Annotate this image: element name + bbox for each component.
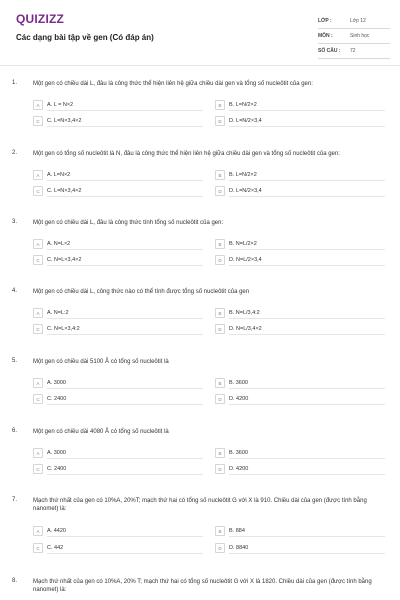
question-number: 7. [12, 497, 18, 503]
option-underline [229, 180, 385, 181]
question-item [0, 219, 400, 289]
option-underline [229, 318, 385, 319]
option-underline [229, 126, 385, 127]
option-underline [229, 388, 385, 389]
option-letter-box[interactable]: C [33, 324, 43, 334]
option-letter-box[interactable]: A [33, 526, 43, 536]
option-text: D. 4200 [229, 396, 249, 402]
option-text: B. N=L/3,4:2 [229, 310, 260, 316]
answer-option-c[interactable] [33, 464, 66, 474]
option-letter-box[interactable]: B [215, 378, 225, 388]
option-underline [47, 388, 203, 389]
option-text: A. N=L:2 [47, 310, 69, 316]
answer-option-b[interactable] [215, 526, 245, 536]
option-text: B. 3600 [229, 450, 248, 456]
meta-row-class [318, 14, 390, 29]
option-letter-box[interactable]: A [33, 448, 43, 458]
option-text: A. L=N×2 [47, 172, 71, 178]
worksheet-title: Các dạng bài tập về gen (Có đáp án) [16, 33, 154, 42]
option-letter-box[interactable]: C [33, 394, 43, 404]
answer-option-c[interactable] [33, 394, 66, 404]
option-text: A. 3000 [47, 450, 66, 456]
option-letter-box[interactable]: A [33, 308, 43, 318]
option-text: C. N=L×3,4×2 [47, 257, 82, 263]
option-text: C. L=N×3,4×2 [47, 118, 82, 124]
answer-option-a[interactable] [33, 100, 73, 110]
answer-option-d[interactable] [215, 394, 248, 404]
option-text: A. 4420 [47, 528, 66, 534]
question-number: 4. [12, 288, 18, 294]
option-letter-box[interactable]: B [215, 170, 225, 180]
answer-option-c[interactable] [33, 255, 81, 265]
answer-option-c[interactable] [33, 324, 80, 334]
question-item [0, 578, 400, 600]
answer-option-d[interactable] [215, 543, 248, 553]
question-item [0, 428, 400, 498]
answer-option-d[interactable] [215, 116, 262, 126]
answer-option-a[interactable] [33, 170, 70, 180]
answer-option-d[interactable] [215, 255, 262, 265]
answer-option-b[interactable] [215, 308, 260, 318]
option-letter-box[interactable]: D [215, 255, 225, 265]
answer-option-a[interactable] [33, 448, 66, 458]
option-letter-box[interactable]: C [33, 186, 43, 196]
option-letter-box[interactable]: D [215, 186, 225, 196]
question-item [0, 288, 400, 358]
question-number: 1. [12, 80, 18, 86]
option-text: B. 3600 [229, 380, 248, 386]
option-text: C. 2400 [47, 396, 67, 402]
answer-option-d[interactable] [215, 186, 262, 196]
meta-row-subject [318, 29, 390, 44]
option-underline [229, 334, 385, 335]
option-underline [229, 265, 385, 266]
quizizz-logo: QUIZIZZ [16, 12, 65, 26]
question-item [0, 358, 400, 428]
answer-option-d[interactable] [215, 324, 262, 334]
option-letter-box[interactable]: A [33, 100, 43, 110]
option-underline [47, 334, 203, 335]
answer-option-a[interactable] [33, 526, 66, 536]
option-letter-box[interactable]: A [33, 378, 43, 388]
answer-option-b[interactable] [215, 100, 257, 110]
option-underline [47, 474, 203, 475]
question-number: 8. [12, 578, 18, 584]
option-underline [47, 458, 203, 459]
option-letter-box[interactable]: D [215, 116, 225, 126]
answer-option-c[interactable] [33, 543, 63, 553]
option-text: B. L=N/2×2 [229, 172, 257, 178]
option-underline [47, 180, 203, 181]
answer-option-c[interactable] [33, 116, 81, 126]
question-text: Mạch thứ nhất của gen có 10%A, 20%T; mạch thứ hai có tổng số nucleôtit G với X là 910. Chiều dài của gen (được tính bằng nanomet) là: [33, 498, 367, 512]
answer-option-c[interactable] [33, 186, 81, 196]
question-text: Một gen có chiều dài L, đâu là công thức thể hiện liên hệ giữa chiều dài gen và tổng số nucleôtit của gen: [33, 81, 313, 87]
option-letter-box[interactable]: B [215, 239, 225, 249]
answer-option-b[interactable] [215, 170, 257, 180]
option-underline [47, 249, 203, 250]
option-text: A. N=L×2 [47, 241, 71, 247]
meta-value: Sinh học [350, 33, 370, 39]
meta-row-question-count [318, 44, 390, 59]
option-text: B. L=N/2×2 [229, 102, 257, 108]
question-text: Một gen có chiều dài L, công thức nào có thể tính được tổng số nucleôtit của gen [33, 289, 250, 295]
meta-value: 72 [350, 48, 356, 54]
option-letter-box[interactable]: D [215, 394, 225, 404]
option-letter-box[interactable]: A [33, 170, 43, 180]
answer-option-d[interactable] [215, 464, 248, 474]
option-letter-box[interactable]: C [33, 255, 43, 265]
option-underline [47, 265, 203, 266]
option-underline [229, 458, 385, 459]
option-text: D. 4200 [229, 466, 249, 472]
option-letter-box[interactable]: B [215, 448, 225, 458]
option-underline [229, 249, 385, 250]
option-underline [229, 474, 385, 475]
option-underline [47, 126, 203, 127]
answer-option-b[interactable] [215, 378, 248, 388]
option-letter-box[interactable]: A [33, 239, 43, 249]
option-text: B. N=L/2×2 [229, 241, 257, 247]
question-text: Mạch thứ nhất của gen có 10%A, 20% T; mạch thứ hai có tổng số nucleôtit G với X là 1820. Chiều dài của gen (được tính bằng nanomet) là: [33, 579, 372, 593]
option-text: A. L = N×2 [47, 102, 74, 108]
option-letter-box[interactable]: C [33, 464, 43, 474]
option-text: B. 884 [229, 528, 245, 534]
option-text: C. 2400 [47, 466, 67, 472]
question-item [0, 497, 400, 567]
option-underline [229, 536, 385, 537]
option-underline [47, 196, 203, 197]
option-text: D. L=N/2×3,4 [229, 188, 262, 194]
option-underline [229, 196, 385, 197]
option-text: D. N=L/2×3,4 [229, 257, 262, 263]
option-letter-box[interactable]: C [33, 543, 43, 553]
option-text: D. L=N/2×3,4 [229, 118, 262, 124]
option-letter-box[interactable]: B [215, 100, 225, 110]
option-underline [229, 404, 385, 405]
option-text: D. N=L/3,4×2 [229, 326, 262, 332]
meta-label: LỚP : [318, 18, 332, 24]
question-item [0, 80, 400, 150]
question-number: 5. [12, 358, 18, 364]
question-text: Một gen có chiều dài 4080 Å có tổng số nucleôtit là [33, 429, 169, 435]
question-number: 3. [12, 219, 18, 225]
question-text: Một gen có chiều dài L, đâu là công thức tính tổng số nucleôtit của gen: [33, 220, 224, 226]
option-underline [47, 318, 203, 319]
option-underline [47, 110, 203, 111]
option-letter-box[interactable]: D [215, 543, 225, 553]
question-item [0, 150, 400, 220]
option-letter-box[interactable]: B [215, 308, 225, 318]
option-letter-box[interactable]: B [215, 526, 225, 536]
option-letter-box[interactable]: C [33, 116, 43, 126]
answer-option-a[interactable] [33, 308, 69, 318]
option-underline [229, 110, 385, 111]
option-underline [47, 536, 203, 537]
option-underline [47, 404, 203, 405]
option-letter-box[interactable]: D [215, 464, 225, 474]
meta-label: SỐ CÂU : [318, 48, 341, 54]
option-text: D. 8840 [229, 545, 249, 551]
answer-option-b[interactable] [215, 448, 248, 458]
answer-option-a[interactable] [33, 378, 66, 388]
question-number: 2. [12, 150, 18, 156]
answer-option-a[interactable] [33, 239, 70, 249]
question-number: 6. [12, 428, 18, 434]
option-underline [47, 553, 203, 554]
meta-label: MÔN : [318, 33, 333, 39]
meta-value: Lớp 12 [350, 18, 366, 24]
answer-option-b[interactable] [215, 239, 257, 249]
option-underline [229, 553, 385, 554]
option-text: C. L=N×3,4×2 [47, 188, 82, 194]
worksheet-header [0, 0, 400, 66]
worksheet-meta-table [318, 14, 390, 59]
question-text: Một gen có chiều dài 5100 Å có tổng số nucleôtit là [33, 359, 169, 365]
option-text: C. 442 [47, 545, 64, 551]
option-text: C. N=L×3,4:2 [47, 326, 80, 332]
question-text: Một gen có tổng số nucleôtit là N, đâu là công thức thể hiện liên hệ giữa chiều dài gen và tổng số nucleôtit của gen: [33, 151, 340, 157]
option-letter-box[interactable]: D [215, 324, 225, 334]
option-text: A. 3000 [47, 380, 66, 386]
